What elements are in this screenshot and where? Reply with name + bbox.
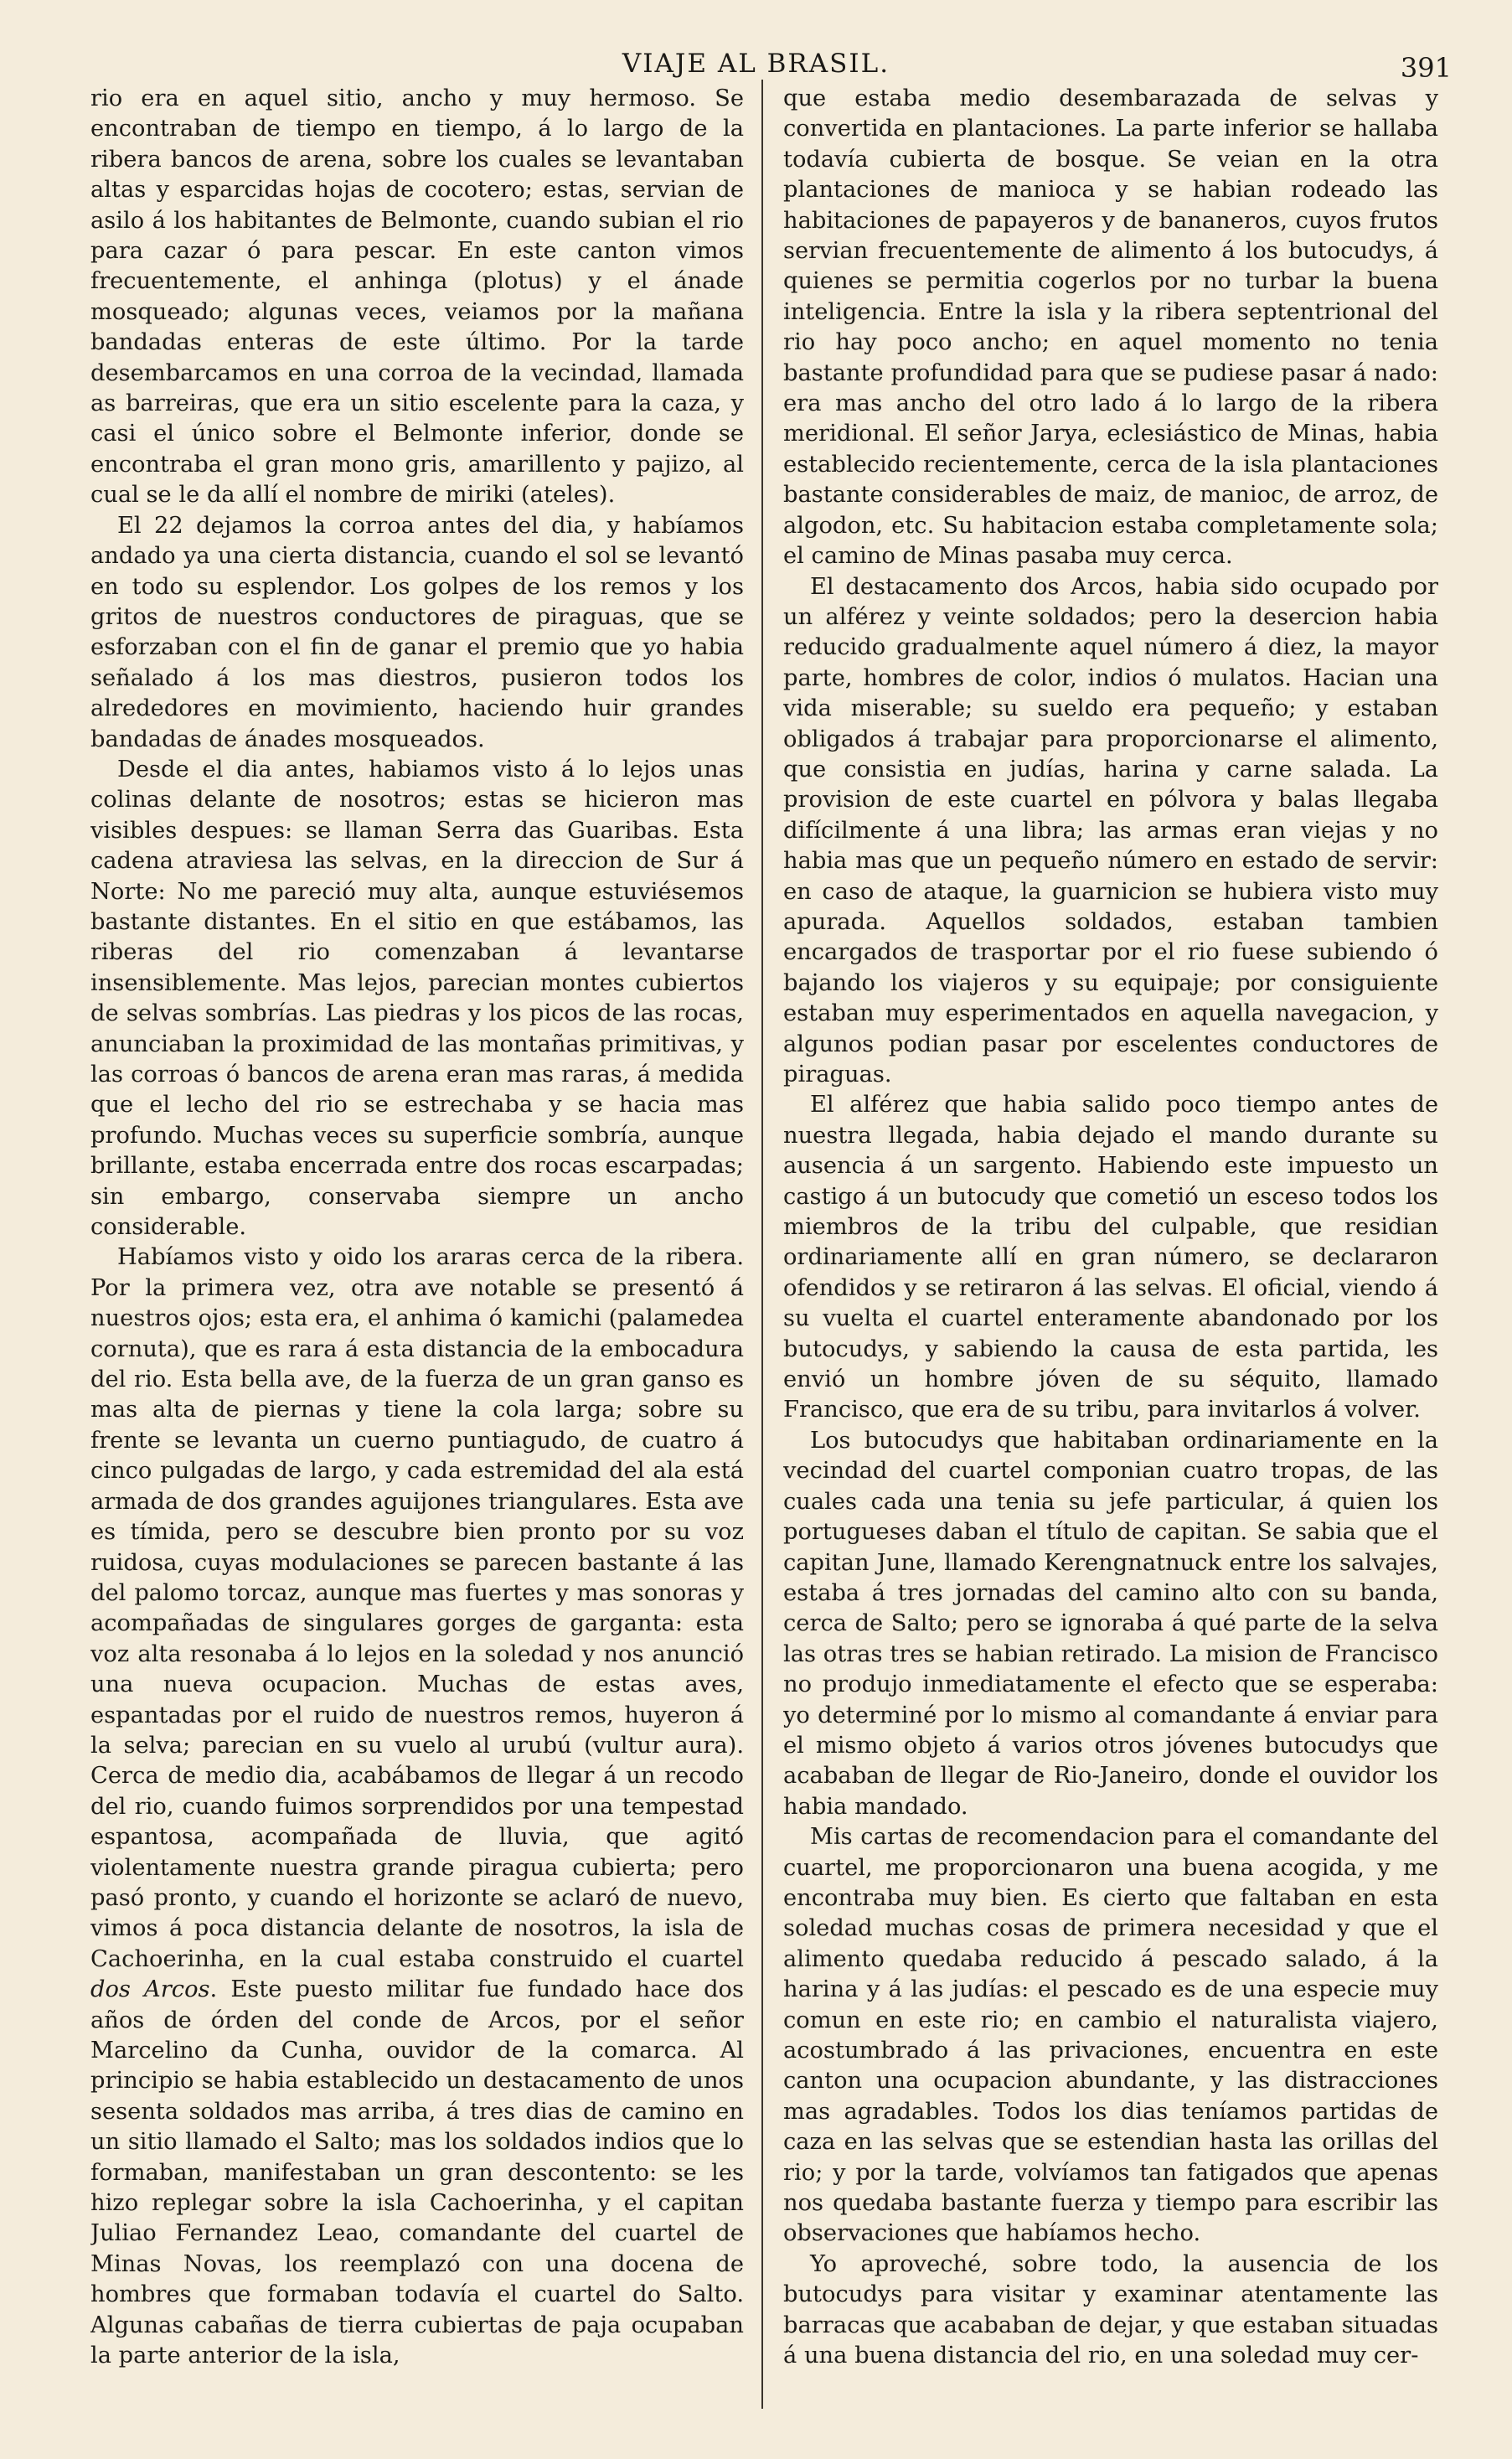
paragraph <box>90 1242 744 2371</box>
paragraph-text: Habíamos visto y oido los araras cerca de la ribera. Por la primera vez, otra ave notable se presentó á nuestros ojos; esta era, el anhima ó kamichi (palamedea cornuta), que es rara á esta distancia de la embocadura del rio. Esta bella ave, de la fuerza de un gran ganso es mas alta de piernas y tiene la cola larga; sobre su frente se levanta un cuerno puntiagudo, de cuatro á cinco pulgadas de largo, y cada estremidad del ala está armada de dos grandes aguijones triangulares. Esta ave es tímida, pero se descubre bien pronto por su voz ruidosa, cuyas modulaciones se parecen bastante á las del palomo torcaz, aunque mas fuertes y mas sonoras y acompañadas de singulares gorges de garganta: esta voz alta resonaba á lo lejos en la soledad y nos anunció una nueva ocupacion. Muchas de estas aves, espantadas por el ruido de nuestros remos, huyeron á la selva; parecian en su vuelo al urubú (vultur aura). Cerca de medio dia, acabábamos de llegar á un recodo del rio, cuando fuimos sorprendidos por una tempestad espantosa, acompañada de lluvia, que agitó violentamente nuestra grande piragua cubierta; pero pasó pronto, y cuando el horizonte se aclaró de nuevo, vimos á poca distancia delante de nosotros, la isla de Cachoerinha, en la cual estaba construido el cuartel <box>90 1244 744 1972</box>
paragraph: que estaba medio desembarazada de selvas y convertida en plantaciones. La parte inferior se hallaba todavía cubierta de bosque. Se veian en la otra plantaciones de manioca y se habian rodeado las habitaciones de papayeros y de bananeros, cuyos frutos servian frecuentemente de alimento á los butocudys, á quienes se permitia cogerlos por no turbar la buena inteligencia. Entre la isla y la ribera septentrional del rio hay poco ancho; en aquel momento no tenia bastante profundidad para que se pudiese pasar á nado: era mas ancho del otro lado á lo largo de la ribera meridional. El señor Jarya, eclesiástico de Minas, habia establecido recientemente, cerca de la isla plantaciones bastante considerables de maiz, de manioc, de arroz, de algodon, etc. Su habitacion estaba completamente sola; el camino de Minas pasaba muy cerca. <box>783 85 1438 570</box>
paragraph: El alférez que habia salido poco tiempo antes de nuestra llegada, habia dejado el mando durante su ausencia á un sargento. Habiendo este impuesto un castigo á un butocudy que cometió un esceso todos los miembros de la tribu del culpable, que residian ordinariamente allí en gran número, se declararon ofendidos y se retiraron á las selvas. El oficial, viendo á su vuelta el cuartel enteramente abandonado por los butocudys, y sabiendo la causa de esta partida, les envió un hombre jóven de su séquito, llamado Francisco, que era de su tribu, para invitarlos á volver. <box>783 1092 1438 1423</box>
page-number: 391 <box>1400 52 1452 84</box>
paragraph-text: . Este puesto militar fue fundado hace dos años de órden del conde de Arcos, por el señor Marcelino da Cunha, ouvidor de la comarca. Al principio se habia establecido un destacamento de unos sesenta soldados mas arriba, á tres dias de camino en un sitio llamado el Salto; mas los soldados indios que lo formaban, manifestaban un gran descontento: se les hizo replegar sobre la isla Cachoerinha, y el capitan Juliao Fernandez Leao, comandante del cuartel de Minas Novas, los reemplazó con una docena de hombres que formaban todavía el cuartel do Salto. Algunas cabañas de tierra cubiertas de paja ocupaban la parte anterior de la isla, <box>90 1976 744 2369</box>
column-divider <box>761 80 763 2409</box>
paragraph: Los butocudys que habitaban ordinariamente en la vecindad del cuartel componian cuatro tropas, de las cuales cada una tenia su jefe particular, á quien los portugueses daban el título de capitan. Se sabia que el capitan June, llamado Kerengnatnuck entre los salvajes, estaba á tres jornadas del camino alto con su banda, cerca de Salto; pero se ignoraba á qué parte de la selva las otras tres se habian retirado. La mision de Francisco no produjo inmediatamente el efecto que se esperaba: yo determiné por lo mismo al comandante á enviar para el mismo objeto á varios otros jóvenes butocudys que acababan de llegar de Rio-Janeiro, donde el ouvidor los habia mandado. <box>783 1427 1438 1820</box>
paragraph: El 22 dejamos la corroa antes del dia, y habíamos andado ya una cierta distancia, cuando el sol se levantó en todo su esplendor. Los golpes de los remos y los gritos de nuestros conductores de piraguas, que se esforzaban con el fin de ganar el premio que yo habia señalado á los mas diestros, pusieron todos los alrededores en movimiento, haciendo huir grandes bandadas de ánades mosqueados. <box>90 512 744 752</box>
paragraph: El destacamento dos Arcos, habia sido ocupado por un alférez y veinte soldados; pero la desercion habia reducido gradualmente aquel número á diez, la mayor parte, hombres de color, indios ó mulatos. Hacian una vida miserable; su sueldo era pequeño; y estaban obligados á trabajar para proporcionarse el alimento, que consistia en judías, harina y carne salada. La provision de este cuartel en pólvora y balas llegaba difícilmente á una libra; las armas eran viejas y no habia mas que un pequeño número en estado de servir: en caso de ataque, la guarnicion se hubiera visto muy apurada. Aquellos soldados, estaban tambien encargados de trasportar por el rio fuese subiendo ó bajando los viajeros y su equipaje; por consiguiente estaban muy esperimentados en aquella navegacion, y algunos podian pasar por escelentes conductores de piraguas. <box>783 573 1438 1087</box>
paragraph: rio era en aquel sitio, ancho y muy hermoso. Se encontraban de tiempo en tiempo, á lo largo de la ribera bancos de arena, sobre los cuales se levantaban altas y esparcidas hojas de cocotero; estas, servian de asilo á los habitantes de Belmonte, cuando subian el rio para cazar ó para pescar. En este canton vimos frecuentemente, el anhinga (plotus) y el ánade mosqueado; algunas veces, veiamos por la mañana bandadas enteras de este último. Por la tarde desembarcamos en una corroa de la vecindad, llamada as barreiras, que era un sitio escelente para la caza, y casi el único sobre el Belmonte inferior, donde se encontraba el gran mono gris, amarillento y pajizo, al cual se le da allí el nombre de miriki (ateles). <box>90 85 744 509</box>
paragraph: Mis cartas de recomendacion para el comandante del cuartel, me proporcionaron una buena acogida, y me encontraba muy bien. Es cierto que faltaban en esta soledad muchas cosas de primera necesidad y que el alimento quedaba reducido á pescado salado, á la harina y á las judías: el pescado es de una especie muy comun en este rio; en cambio el naturalista viajero, acostumbrado á las privaciones, encuentra en este canton una ocupacion abundante, y las distracciones mas agradables. Todos los dias teníamos partidas de caza en las selvas que se estendian hasta las orillas del rio; y por la tarde, volvíamos tan fatigados que apenas nos quedaba bastante fuerza y tiempo para escribir las observaciones que habíamos hecho. <box>783 1824 1438 2247</box>
left-column <box>90 84 744 2409</box>
running-header <box>0 49 1512 82</box>
paragraph: Yo aproveché, sobre todo, la ausencia de los butocudys para visitar y examinar atentamente las barracas que acababan de dejar, y que estaban situadas á una buena distancia del rio, en una soledad muy cer- <box>783 2250 1438 2369</box>
paragraph: Desde el dia antes, habiamos visto á lo lejos unas colinas delante de nosotros; estas se hicieron mas visibles despues: se llaman Serra das Guaribas. Esta cadena atraviesa las selvas, en la direccion de Sur á Norte: No me pareció muy alta, aunque estuviésemos bastante distantes. En el sitio en que estábamos, las riberas del rio comenzaban á levantarse insensiblemente. Mas lejos, parecian montes cubiertos de selvas sombrías. Las piedras y los picos de las rocas, anunciaban la proximidad de las montañas primitivas, y las corroas ó bancos de arena eran mas raras, á medida que el lecho del rio se estrechaba y se hacia mas profundo. Muchas veces su superficie sombría, aunque brillante, estaba encerrada entre dos rocas escarpadas; sin embargo, conservaba siempre un ancho considerable. <box>90 756 744 1241</box>
italic-place-name: dos Arcos <box>90 1976 210 2003</box>
running-title: VIAJE AL BRASIL. <box>622 49 890 79</box>
right-column <box>783 84 1438 2409</box>
